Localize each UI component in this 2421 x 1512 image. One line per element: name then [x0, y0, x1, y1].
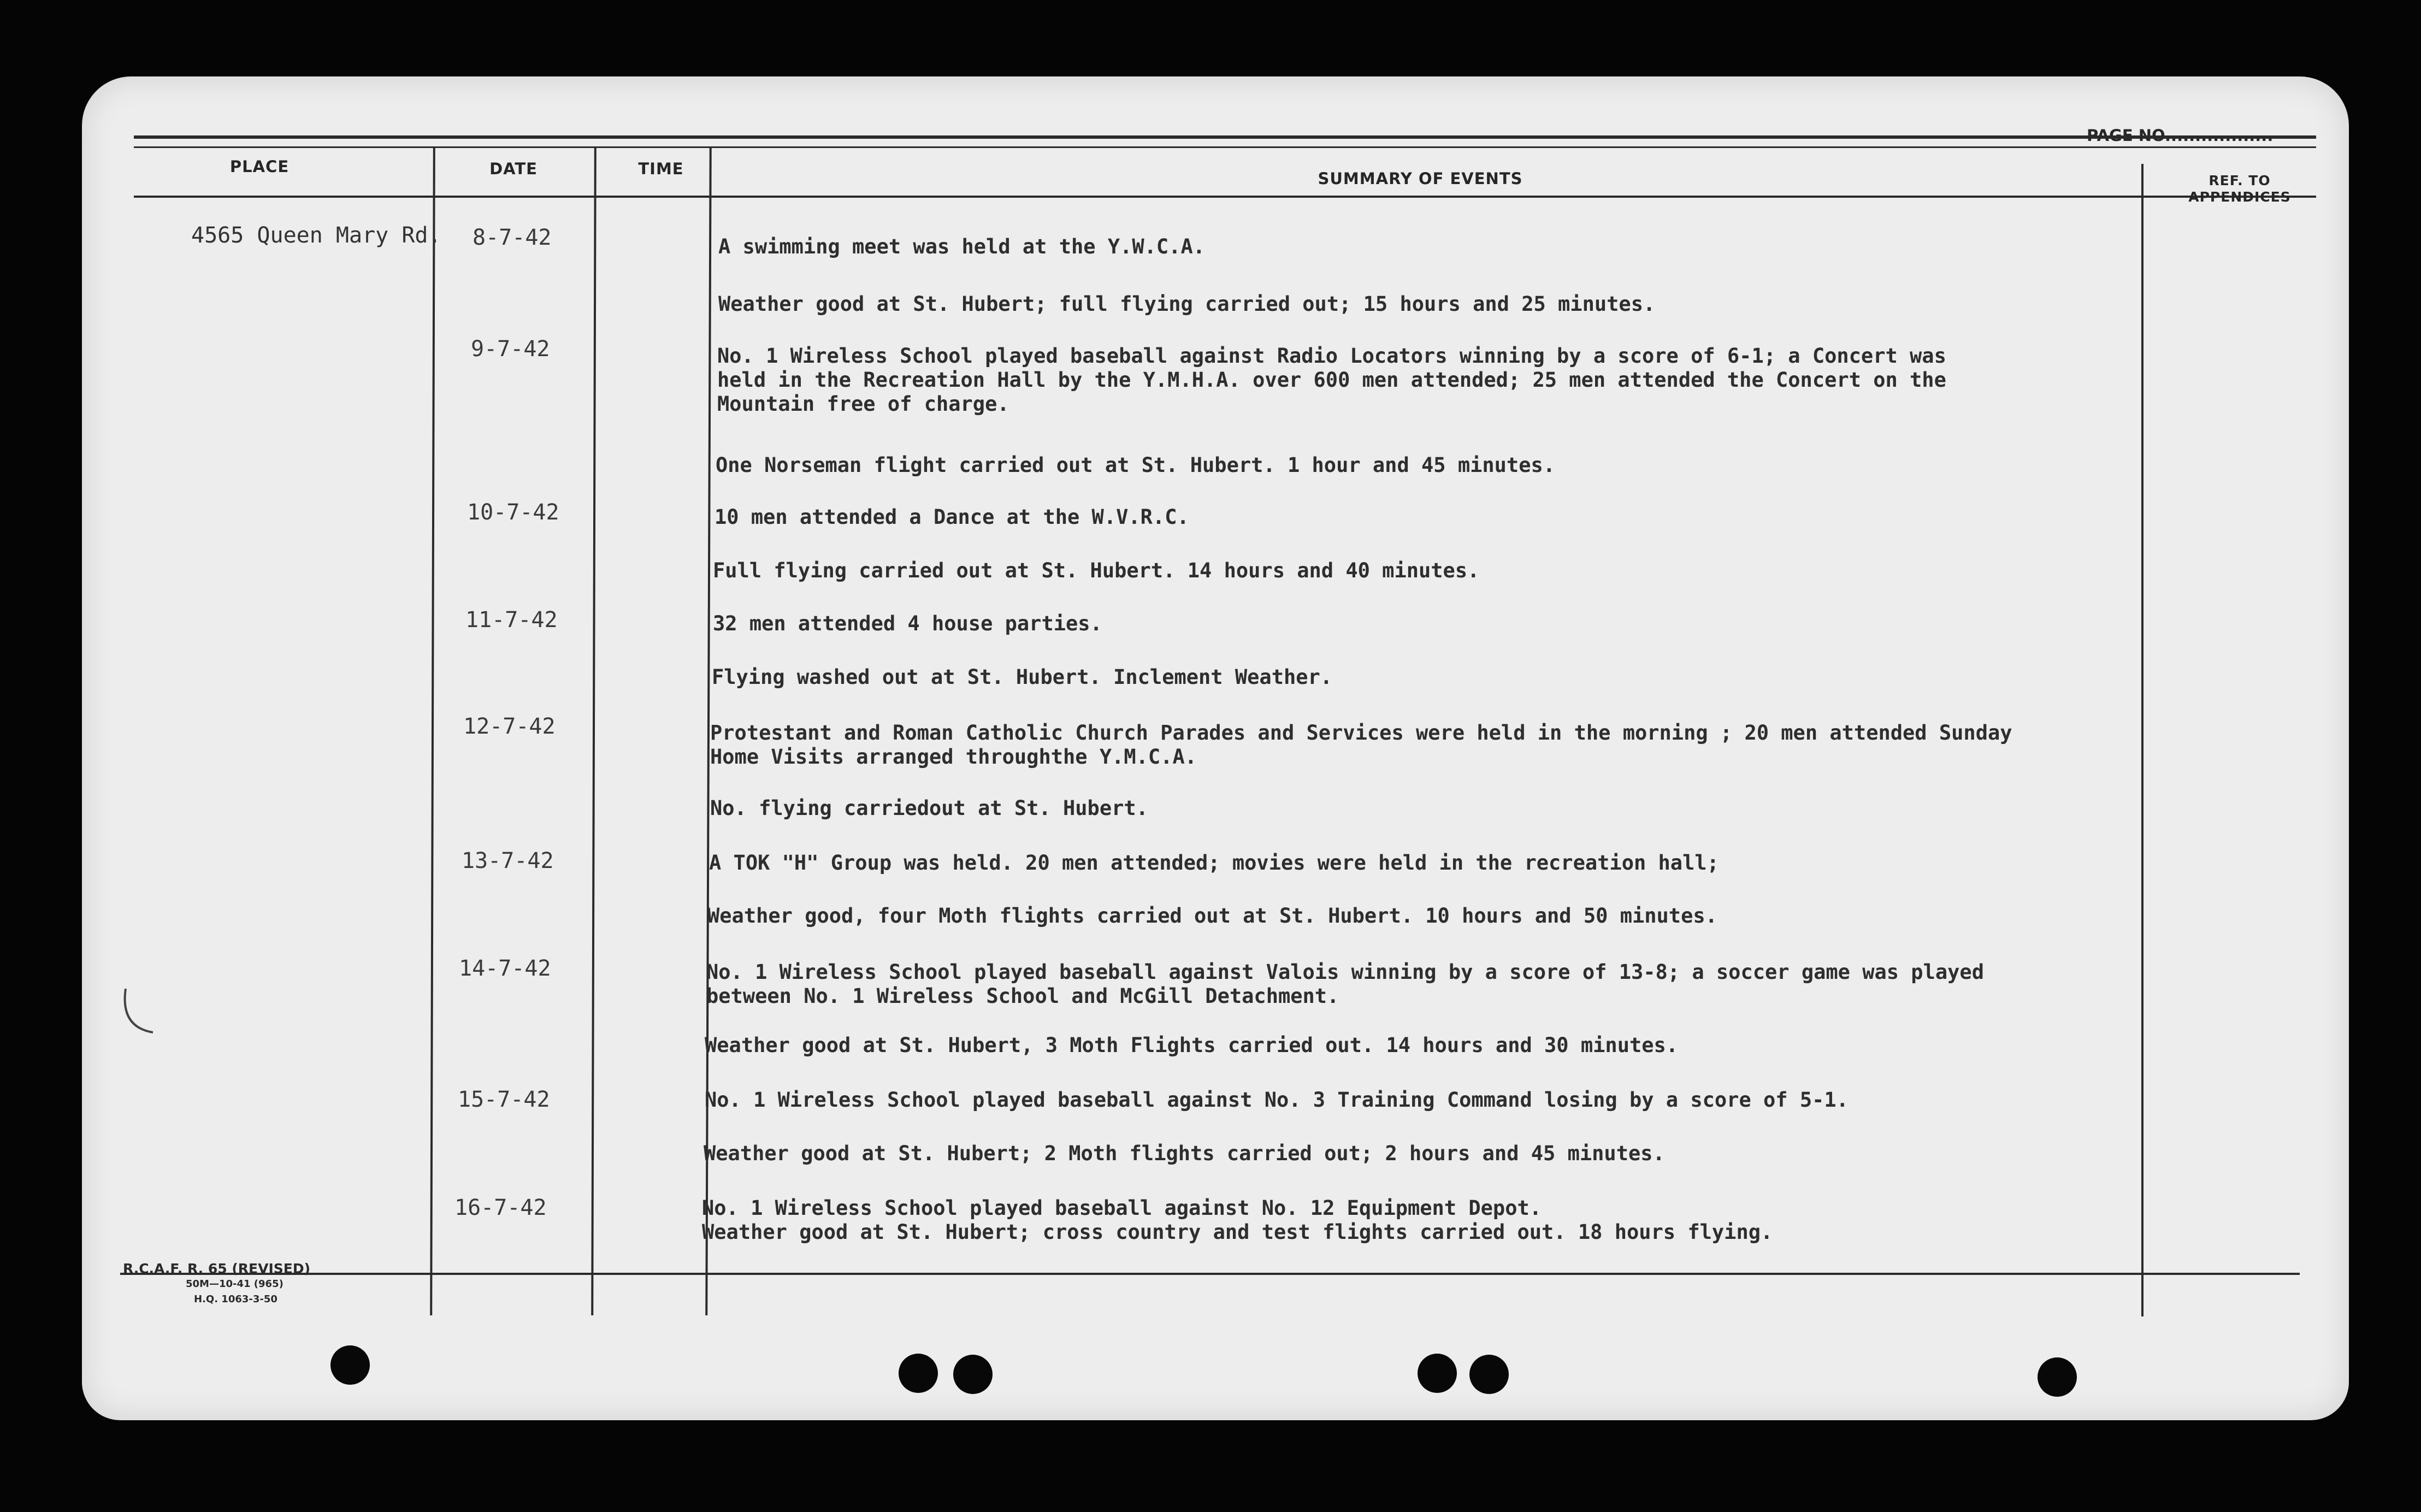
punch-hole-3	[953, 1355, 993, 1394]
entry-2: Weather good at St. Hubert; full flying carried out; 15 hours and 25 minutes.	[718, 292, 1656, 316]
date-15-7-42: 15-7-42	[458, 1087, 550, 1112]
punch-hole-2	[899, 1354, 938, 1393]
date-header: DATE	[489, 160, 538, 178]
entry-14: Weather good at St. Hubert, 3 Moth Flights carried out. 14 hours and 30 minutes.	[705, 1033, 1679, 1057]
entry-7: 32 men attended 4 house parties.	[713, 612, 1102, 635]
entry-12: Weather good, four Moth flights carried out at St. Hubert. 10 hours and 50 minutes.	[707, 904, 1717, 928]
date-9-7-42: 9-7-42	[471, 336, 550, 362]
punch-hole-6	[2038, 1357, 2077, 1397]
entry-5: 10 men attended a Dance at the W.V.R.C.	[715, 505, 1189, 529]
form-id-line3: H.Q. 1063-3-50	[194, 1294, 277, 1305]
date-13-7-42: 13-7-42	[462, 848, 554, 873]
pencil-mark-icon	[115, 983, 169, 1043]
entry-16: Weather good at St. Hubert; 2 Moth flights carried out; 2 hours and 45 minutes.	[704, 1142, 1665, 1165]
form-id-line2: 50M—10-41 (965)	[186, 1278, 284, 1290]
header-top-rule	[134, 135, 2316, 139]
punch-hole-5	[1469, 1355, 1509, 1394]
summary-header: SUMMARY OF EVENTS	[1318, 169, 1523, 188]
time-header: TIME	[638, 160, 684, 178]
header-bottom-rule	[134, 196, 2316, 198]
entry-15: No. 1 Wireless School played baseball against No. 3 Training Command losing by a score of 5-1.	[705, 1088, 1849, 1112]
entry-6: Full flying carried out at St. Hubert. 14 hours and 40 minutes.	[713, 559, 1480, 582]
entry-17: No. 1 Wireless School played baseball against No. 12 Equipment Depot. Weather good at St. Hubert; cross country and test flights carried out. 18 hours flying.	[702, 1196, 1773, 1244]
place-date-divider	[430, 146, 435, 1315]
summary-ref-divider	[2141, 164, 2144, 1316]
footer-rule	[120, 1273, 2300, 1275]
entry-3: No. 1 Wireless School played baseball against Radio Locators winning by a score of 6-1; a Concert was held in the Recreation Hall by the Y.M.H.A. over 600 men attended; 25 men attended the Concert on the Mountain free of charge.	[717, 344, 1946, 416]
entry-11: A TOK "H" Group was held. 20 men attended; movies were held in the recreation hall;	[709, 851, 1719, 875]
header-top-rule-thin	[134, 146, 2316, 148]
punch-hole-4	[1418, 1354, 1457, 1393]
place-header: PLACE	[229, 157, 290, 176]
date-8-7-42: 8-7-42	[473, 225, 552, 250]
date-10-7-42: 10-7-42	[467, 500, 559, 525]
entry-8: Flying washed out at St. Hubert. Inclement Weather.	[712, 665, 1333, 689]
place-text: 4565 Queen Mary Rd.	[191, 223, 441, 248]
date-12-7-42: 12-7-42	[463, 714, 556, 739]
entry-4: One Norseman flight carried out at St. Hubert. 1 hour and 45 minutes.	[716, 453, 1556, 477]
record-card	[82, 76, 2349, 1420]
date-14-7-42: 14-7-42	[459, 956, 551, 981]
entry-9: Protestant and Roman Catholic Church Parades and Services were held in the morning ; 20 men attended Sunday Home Visits arranged throughthe Y.M.C.A.	[710, 721, 2012, 769]
date-11-7-42: 11-7-42	[465, 607, 558, 633]
date-time-divider	[591, 146, 597, 1315]
entry-13: No. 1 Wireless School played baseball against Valois winning by a score of 13-8; a soccer game was played between No. 1 Wireless School and McGill Detachment.	[706, 960, 1984, 1008]
form-id-line1: R.C.A.F. R. 65 (REVISED)	[123, 1261, 311, 1277]
date-16-7-42: 16-7-42	[454, 1195, 547, 1220]
entry-1: A swimming meet was held at the Y.W.C.A.	[718, 235, 1206, 258]
ref-header-line2: APPENDICES	[2188, 189, 2291, 205]
ref-header-line1: REF. TO	[2209, 173, 2271, 188]
punch-hole-1	[330, 1345, 370, 1385]
entry-10: No. flying carriedout at St. Hubert.	[710, 796, 1148, 820]
